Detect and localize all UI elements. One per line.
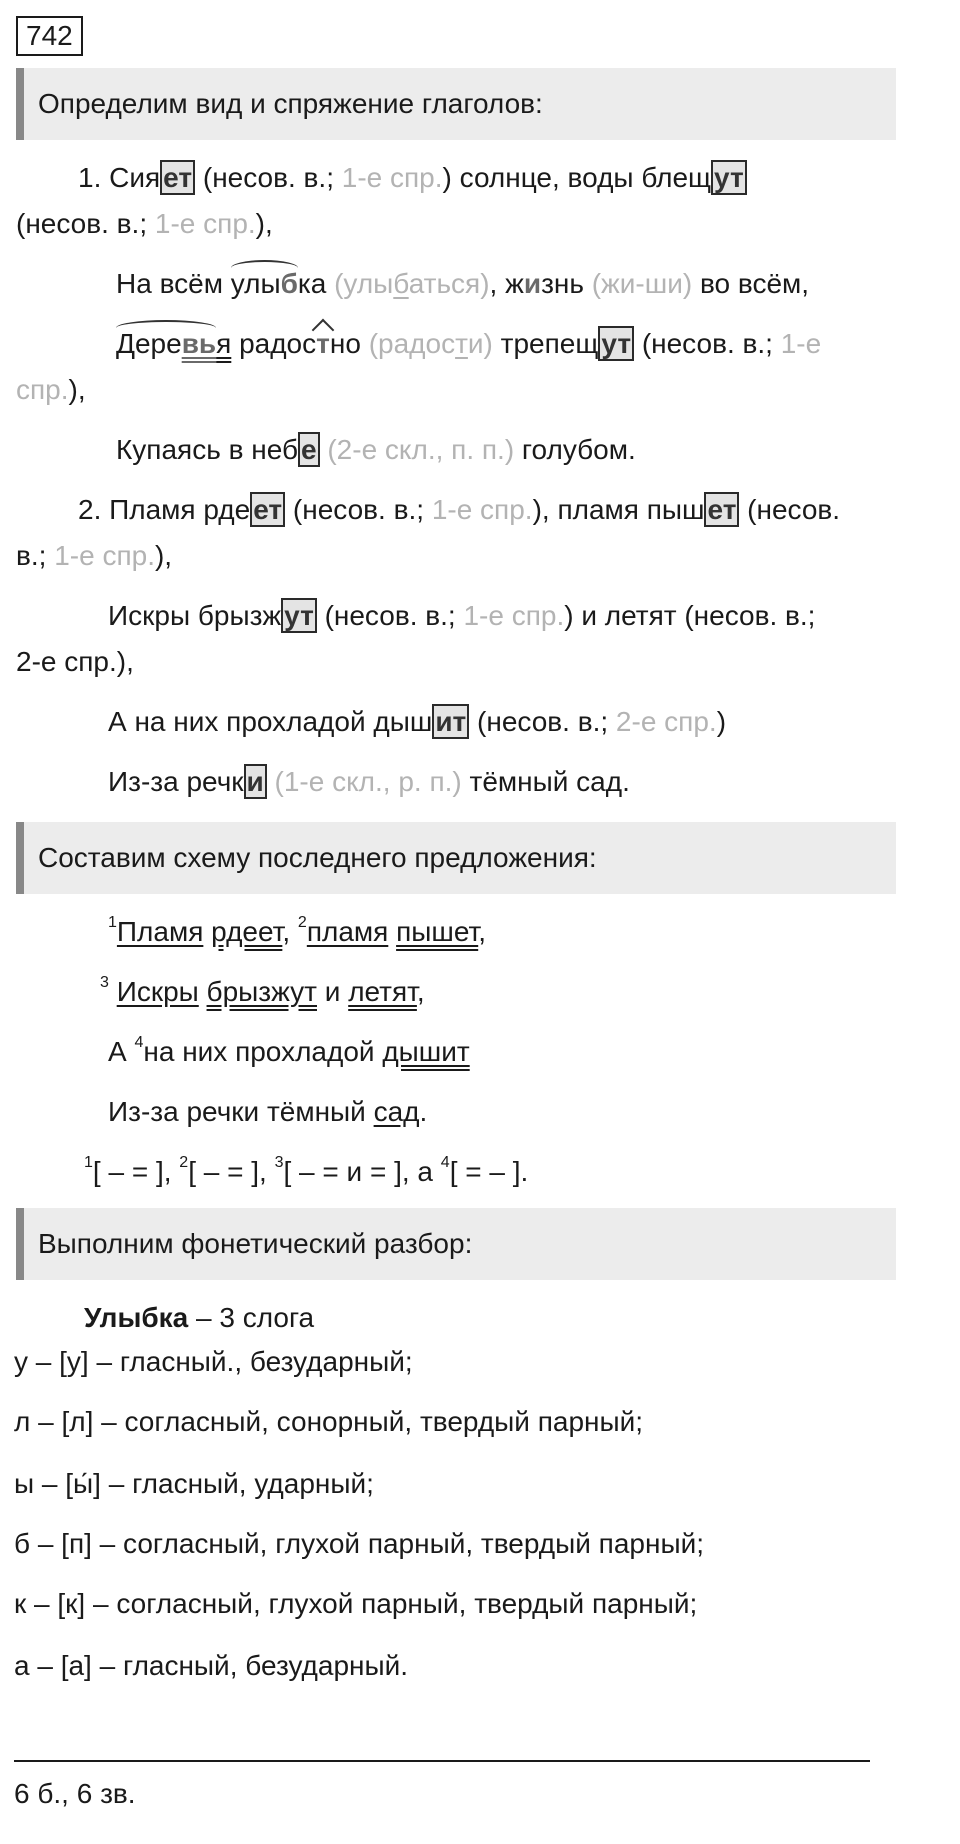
- scheme-line-3: А $^4$на них прохладой дышит: [108, 1034, 470, 1067]
- scheme-line-2: $^3$ Искры брызжут и летят,: [100, 974, 425, 1007]
- ending-box: ут: [598, 326, 634, 361]
- ending-box: ут: [281, 598, 317, 633]
- analysis-line-3: На всём улыбка (улыбаться), жизнь (жи-ши) во всём,: [116, 266, 809, 302]
- section-header-verbs: Определим вид и спряжение глаголов:: [16, 68, 896, 140]
- root-arc: Деревь: [116, 326, 216, 362]
- analysis-line-4: Деревья радостно (радости) трепещ ут (несов. в.; 1-е: [116, 326, 821, 362]
- phonetic-word-line: [84, 1300, 314, 1336]
- phonetic-row: к – [к] – согласный, глухой парный, твердый парный;: [14, 1588, 698, 1619]
- root-arc: улыб: [231, 266, 298, 302]
- analysis-line-10: 2-е спр.),: [16, 646, 134, 677]
- phonetic-row: ы – [ы́] – гласный, ударный;: [14, 1468, 374, 1499]
- scheme-line-4: Из-за речки тёмный сад.: [108, 1096, 428, 1127]
- analysis-line-6: Купаясь в неб е (2-е скл., п. п.) голубом.: [116, 434, 636, 465]
- exercise-number: 742: [16, 16, 83, 56]
- phonetic-row: у – [у] – гласный., безударный;: [14, 1346, 413, 1377]
- analysis-line-1: 1. Сия ет (несов. в.; 1-е спр.) солнце, воды блещ ут: [78, 160, 747, 196]
- ending-box: и: [244, 764, 267, 799]
- ending-box: ет: [160, 160, 195, 195]
- phonetic-word: Улыбка: [84, 1302, 189, 1333]
- analysis-line-7: 2. Пламя рде ет (несов. в.; 1-е спр.), пламя пыш ет (несов.: [78, 494, 841, 525]
- section-header-phonetic: Выполним фонетический разбор:: [16, 1208, 896, 1280]
- suffix-caret: т: [316, 326, 330, 362]
- section-header-scheme: Составим схему последнего предложения:: [16, 822, 896, 894]
- scheme-formula: $^1$[ – = ], $^2$[ – = ], $^3$[ – = и = ], а $^4$[ = – ].: [84, 1154, 529, 1187]
- phonetic-total: 6 б., 6 зв.: [14, 1778, 136, 1809]
- scheme-line-1: $^1$Пламя рдеет, $^2$пламя пышет,: [108, 914, 486, 947]
- divider-line: [14, 1760, 870, 1762]
- ending-box: ут: [711, 160, 747, 195]
- analysis-line-2: (несов. в.; 1-е спр.),: [16, 208, 273, 239]
- ending-box: ит: [432, 704, 469, 739]
- analysis-line-11: А на них прохладой дыш ит (несов. в.; 2-е спр.): [108, 706, 727, 737]
- analysis-line-8: в.; 1-е спр.),: [16, 540, 173, 571]
- syllable-count: – 3 слога: [188, 1302, 315, 1333]
- analysis-line-5: спр.),: [16, 374, 86, 405]
- phonetic-row: б – [п] – согласный, глухой парный, твердый парный;: [14, 1528, 704, 1559]
- analysis-line-9: Искры брызж ут (несов. в.; 1-е спр.) и летят (несов. в.;: [108, 600, 816, 631]
- analysis-line-12: Из-за речк и (1-е скл., р. п.) тёмный сад.: [108, 766, 630, 797]
- ending-box: ет: [250, 492, 285, 527]
- ending-box: ет: [704, 492, 739, 527]
- phonetic-row: л – [л] – согласный, сонорный, твердый парный;: [14, 1406, 644, 1437]
- phonetic-row: а – [а] – гласный, безударный.: [14, 1650, 409, 1681]
- ending-box: е: [298, 432, 320, 467]
